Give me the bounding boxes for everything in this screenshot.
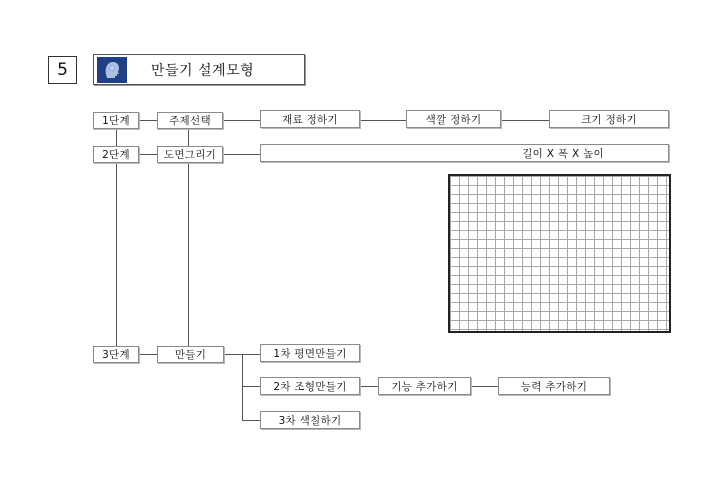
grid-paper bbox=[448, 174, 671, 333]
stage1-step: 주제선택 bbox=[157, 112, 223, 129]
connector-r3-color bbox=[242, 420, 260, 421]
branch-coloring: 3차 색칠하기 bbox=[260, 411, 360, 429]
branch-size: 크기 정하기 bbox=[549, 110, 669, 128]
branch-material: 재료 정하기 bbox=[260, 110, 360, 128]
connector-r3-trunk bbox=[242, 354, 243, 420]
stage3-step: 만들기 bbox=[157, 346, 224, 363]
connector-r2-b bbox=[223, 154, 260, 155]
connector-r1-d bbox=[501, 120, 549, 121]
page-title: 만들기 설계모형 bbox=[151, 62, 255, 79]
branch-function: 기능 추가하기 bbox=[378, 377, 471, 395]
section-number: 5 bbox=[48, 56, 77, 84]
branch-flat: 1차 평면만들기 bbox=[260, 344, 360, 362]
connector-r2-a bbox=[139, 154, 157, 155]
connector-r1-a bbox=[139, 120, 157, 121]
branch-color: 색깔 정하기 bbox=[406, 110, 501, 128]
dimension-box: 길이 X 폭 X 높이 bbox=[260, 144, 669, 162]
stage1-label: 1단계 bbox=[93, 112, 139, 129]
title-banner bbox=[93, 54, 305, 85]
stage2-step: 도면그리기 bbox=[157, 146, 223, 163]
connector-r1-c bbox=[360, 120, 406, 121]
head-profile-icon bbox=[97, 57, 127, 83]
stage3-label: 3단계 bbox=[93, 346, 139, 363]
connector-r3-ability bbox=[471, 386, 498, 387]
branch-ability: 능력 추가하기 bbox=[498, 377, 610, 395]
branch-form: 2차 조형만들기 bbox=[260, 377, 360, 395]
connector-r3-a bbox=[139, 354, 157, 355]
connector-r3-form bbox=[242, 386, 260, 387]
stage2-label: 2단계 bbox=[93, 146, 139, 163]
connector-r1-b bbox=[223, 120, 260, 121]
connector-r3-func bbox=[360, 386, 378, 387]
